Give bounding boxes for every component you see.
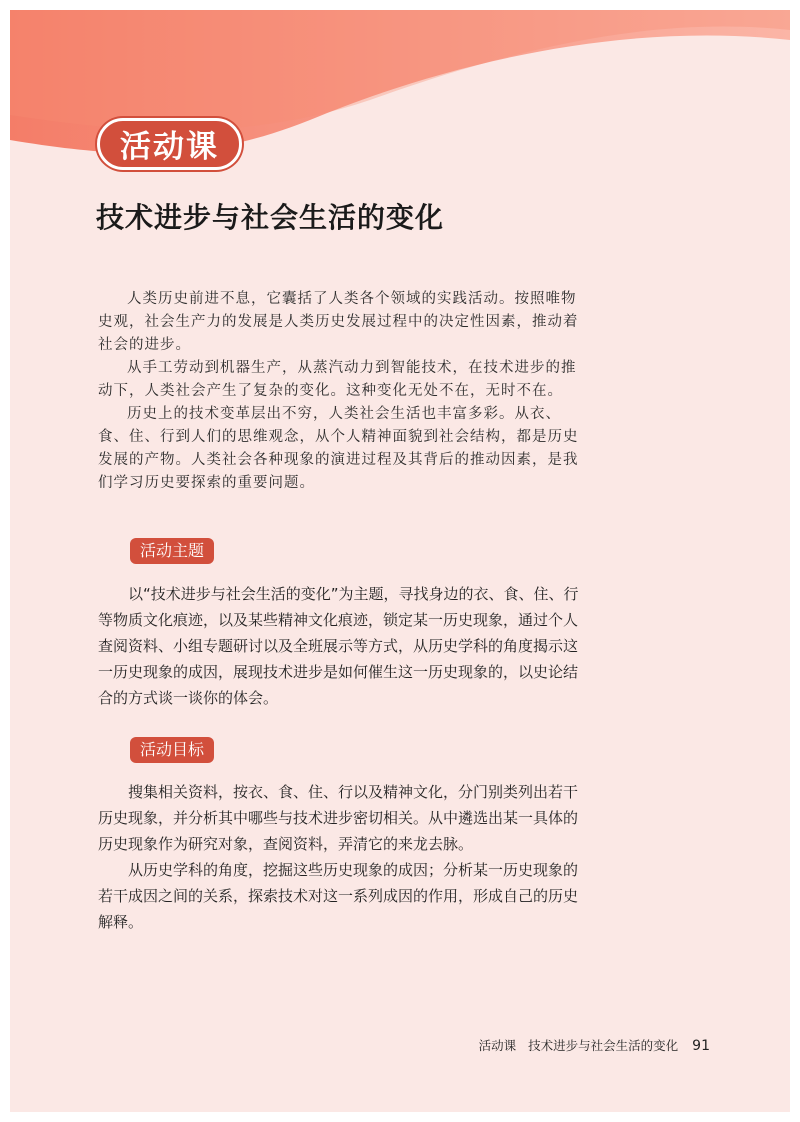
goal-section-text <box>98 779 588 935</box>
section-label-goal: 活动目标 <box>130 737 214 763</box>
page-number: 91 <box>692 1038 710 1054</box>
intro-text <box>98 288 588 495</box>
section-label-theme: 活动主题 <box>130 538 214 564</box>
page-title: 技术进步与社会生活的变化 <box>96 201 445 234</box>
intro-paragraph: 人类历史前进不息，它囊括了人类各个领域的实践活动。按照唯物史观，社会生产力的发展是人类历史发展过程中的决定性因素，推动着社会的进步。 <box>98 291 579 353</box>
intro-paragraph: 从手工劳动到机器生产，从蒸汽动力到智能技术，在技术进步的推动下，人类社会产生了复杂的变化。这种变化无处不在，无时不在。 <box>98 360 577 399</box>
page-footer <box>479 1036 710 1054</box>
goal-paragraph: 从历史学科的角度，挖掘这些历史现象的成因；分析某一历史现象的若干成因之间的关系，探索技术对这一系列成因的作用，形成自己的历史解释。 <box>98 861 579 931</box>
goal-paragraph: 搜集相关资料，按衣、食、住、行以及精神文化，分门别类列出若干历史现象，并分析其中哪些与技术进步密切相关。从中遴选出某一具体的历史现象作为研究对象，查阅资料，弄清它的来龙去脉。 <box>98 783 579 853</box>
intro-paragraph: 历史上的技术变革层出不穷，人类社会生活也丰富多彩。从衣、食、住、行到人们的思维观念，从个人精神面貌到社会结构，都是历史发展的产物。人类社会各种现象的演进过程及其背后的推动因素，是我们学习历史要探索的重要问题。 <box>98 406 579 491</box>
page-background <box>10 10 790 1112</box>
footer-chapter: 活动课 <box>478 1038 517 1053</box>
lesson-type-badge: 活动课 <box>97 118 242 170</box>
theme-paragraph: 以“技术进步与社会生活的变化”为主题，寻找身边的衣、食、住、行等物质文化痕迹，以及某些精神文化痕迹，锁定某一历史现象，通过个人查阅资料、小组专题研讨以及全班展示等方式，从历史学科的角度揭示这一历史现象的成因，展现技术进步是如何催生这一历史现象的，以史论结合的方式谈一谈你的体会。 <box>98 585 579 707</box>
footer-title: 技术进步与社会生活的变化 <box>528 1038 679 1053</box>
theme-section-text <box>98 581 588 711</box>
